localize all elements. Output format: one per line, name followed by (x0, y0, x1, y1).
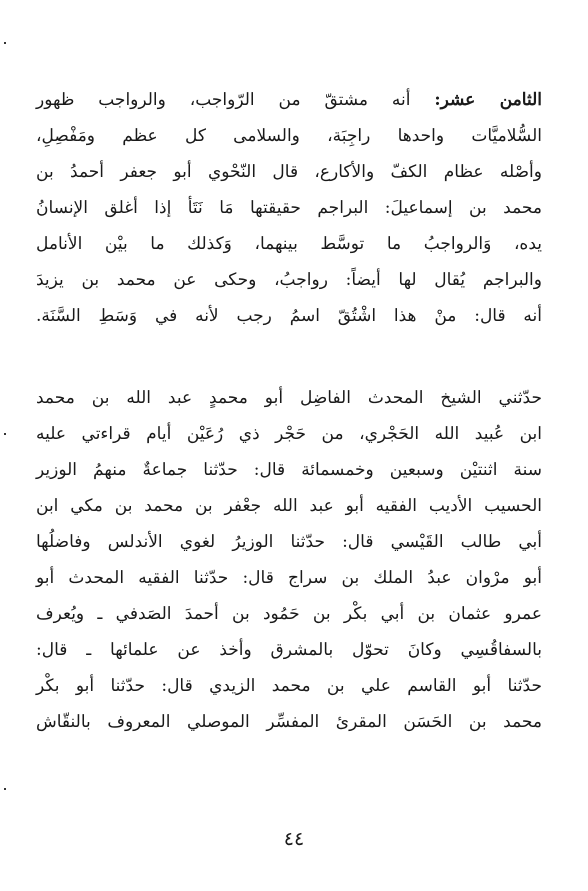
text-line: الحسيب الأديب الفقيه أبو عبد الله جعْفر بن محمد بن مكي ابن (36, 496, 542, 516)
text-line: أنه قال: منْ هذا اشْتُقّ اسمُ رجب لأنه في وَسَطِ السَّنَة. (36, 306, 542, 326)
margin-mark (4, 433, 6, 435)
text-line: يده، وَالرواجبُ ما توسَّط بينهما، وَكذلك ما بيْن الأنامل (36, 234, 542, 254)
text-line: ابن عُبيد الله الحَجْري، من حَجْر ذي رُعَيْن أيام قراءتي عليه (36, 424, 542, 444)
margin-mark (4, 788, 6, 790)
text-line: وأصْله عظام الكفّ والأكارع، قال النّحْوي أبو جعفر أحمدُ بن (36, 162, 542, 182)
text-line: أبي طالب القَيْسي قال: حدّثنا الوزيرُ لغوي الأندلس وفاضلُها (36, 532, 542, 552)
text-line: والبراجم يُقال لها أيضاً: رواجبُ، وحكى عن محمد بن يزيدَ (36, 270, 542, 290)
text-line: بالسفاقُسِي وكانَ تحوّل بالمشرق وأخذ عن علمائها ـ قال: (36, 640, 542, 660)
text-line: أبو مرْوان عبدُ الملك بن سراج قال: حدّثنا الفقيه المحدث أبو (36, 568, 542, 588)
text-line (36, 82, 542, 118)
text-line-rest: أنه مشتقّ من الرّواجب، والرواجب ظهور (36, 90, 435, 110)
text-line: حدّثنا أبو القاسم علي بن محمد الزيدي قال: حدّثنا أبو بكْر (36, 676, 542, 696)
text-line: عمرو عثمان بن أبي بكْر بن حَمُود بن أحمدَ الصَدفي ـ ويُعرف (36, 604, 542, 624)
text-line: محمد بن الحَسَن المقرئ المفسِّر الموصلي المعروف بالنقّاش (36, 712, 542, 732)
page-number: ٤٤ (283, 828, 305, 850)
paragraph-1 (36, 82, 542, 334)
paragraph-2 (36, 380, 542, 740)
text-line: محمد بن إسماعيلَ: البراجم حقيقتها مَا نَتَأ إذا أغلق الإنسانُ (36, 198, 542, 218)
text-line: حدّثني الشيخ المحدث الفاضِل أبو محمدٍ عبد الله بن محمد (36, 388, 542, 408)
section-heading: الثامن عشر: (434, 90, 542, 110)
text-line: سنة اثنتيْن وسبعين وخمسمائة قال: حدّثنا جماعةٌ منهمُ الوزير (36, 460, 542, 480)
text-line: السُّلاميَّات واحدها راجِبَة، والسلامى كل عظم ومَفْصِلِ، (36, 126, 542, 146)
margin-mark (4, 42, 6, 44)
